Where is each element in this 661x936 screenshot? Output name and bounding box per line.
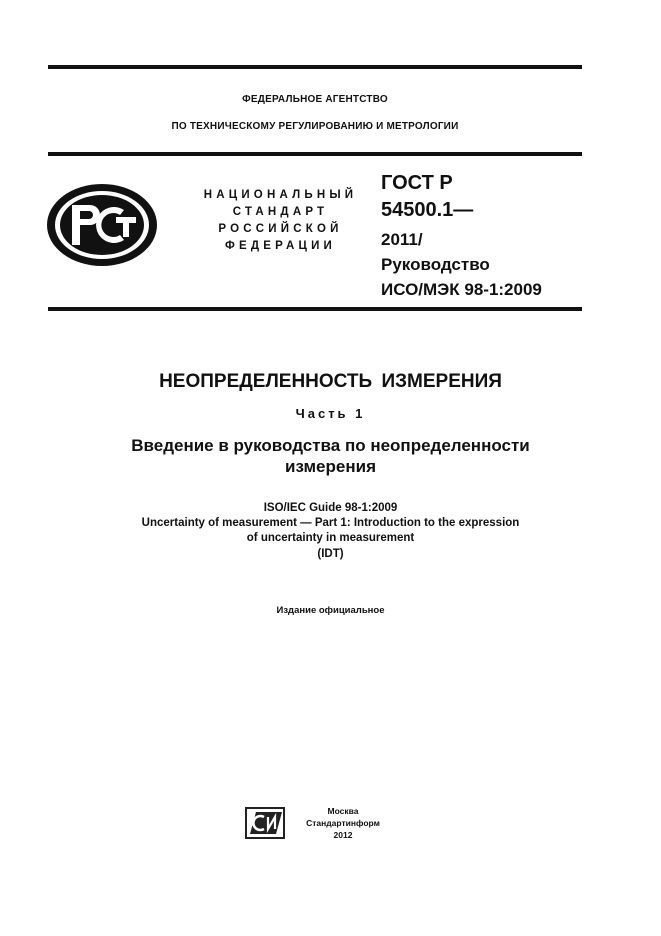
header-rule	[48, 152, 582, 156]
subtitle-line-2: измерения	[285, 457, 376, 476]
rst-circle-logo	[44, 180, 160, 270]
agency-line-2: ПО ТЕХНИЧЕСКОМУ РЕГУЛИРОВАНИЮ И МЕТРОЛОГИИ	[171, 121, 459, 132]
title-rule	[48, 307, 582, 311]
english-line-1: ISO/IEC Guide 98-1:2009	[263, 502, 398, 514]
publisher-city: Москва	[327, 806, 359, 816]
publisher-year: 2012	[333, 830, 353, 840]
gost-line-1: ГОСТ Р	[381, 172, 453, 194]
gost-line-3: 2011/	[381, 230, 423, 249]
gost-line-5: ИСО/МЭК 98-1:2009	[381, 280, 542, 299]
english-line-4: (IDT)	[317, 548, 344, 560]
standartinform-logo	[244, 806, 286, 840]
top-rule	[48, 65, 582, 69]
standard-label-line-2: СТАНДАРТ	[232, 206, 329, 218]
part-label: Часть 1	[295, 406, 366, 421]
standard-label-line-3: РОССИЙСКОЙ	[218, 223, 343, 235]
edition-label: Издание официальное	[276, 605, 385, 616]
english-line-2: Uncertainty of measurement — Part 1: Introduction to the expression	[141, 517, 520, 529]
agency-line-1: ФЕДЕРАЛЬНОЕ АГЕНТСТВО	[242, 94, 388, 105]
gost-line-2: 54500.1—	[381, 199, 474, 221]
subtitle-line-1: Введение в руководства по неопределенности	[131, 436, 530, 455]
english-line-3: of uncertainty in measurement	[246, 532, 415, 544]
publisher-name: Стандартинформ	[306, 818, 380, 828]
standard-label-line-4: ФЕДЕРАЦИИ	[224, 240, 337, 252]
gost-line-4: Руководство	[381, 255, 490, 274]
main-title: НЕОПРЕДЕЛЕННОСТЬ ИЗМЕРЕНИЯ	[159, 371, 502, 392]
standard-label-line-1: НАЦИОНАЛЬНЫЙ	[203, 189, 358, 201]
